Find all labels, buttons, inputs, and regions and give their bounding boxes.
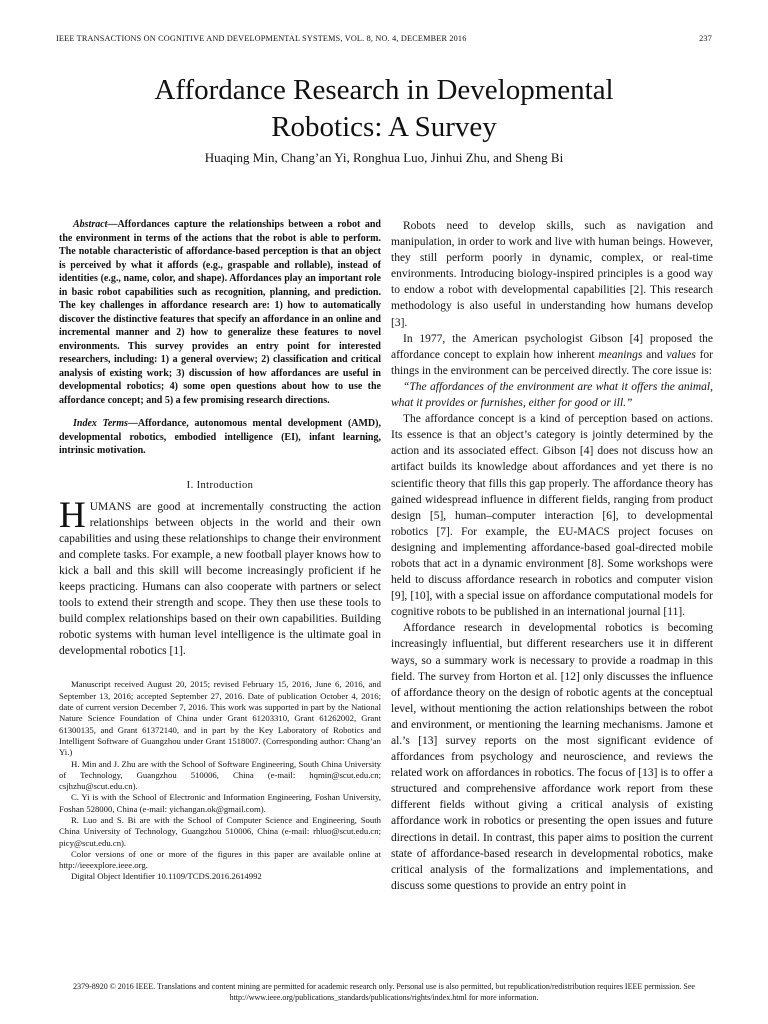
footnote-affiliation-luo-bi: R. Luo and S. Bi are with the School of Computer Science and Engineering, South China University of Technology, Guangzhou 510006, China (e-mail: rhluo@scut.edu.cn; picy@scut.edu.cn).	[59, 815, 381, 848]
emphasis-meanings: meanings	[598, 348, 643, 361]
body-paragraph-2-part-a: In 1977, the American psychologist Gibson [4] proposed the affordance concept to explain how inherent	[391, 332, 713, 361]
page-number: 237	[699, 34, 712, 43]
index-terms	[59, 417, 381, 458]
introduction-paragraph	[59, 494, 381, 660]
index-terms-label: Index Terms	[73, 418, 128, 429]
running-head-text: IEEE TRANSACTIONS ON COGNITIVE AND DEVELOPMENTAL SYSTEMS, VOL. 8, NO. 4, DECEMBER 2016	[56, 34, 467, 43]
footnote-manuscript: Manuscript received August 20, 2015; revised February 15, 2016, June 6, 2016, and September 13, 2016; accepted September 27, 2016. Date of publication October 4, 2016; date of current version December 7, 2016. This work was supported in part by the National Nature Science Foundation of China under Grant 61203310, Grant 61262002, Grant 61300135, and Grant 61372140, and in part by the Key Laboratory of Robotics and Intelligent Software of Guangzhou under Grant 1518007. (Corresponding author: Chang’an Yi.)	[59, 679, 381, 758]
gibson-quote: “The affordances of the environment are what it offers the animal, what it provides or furnishes, either for good or ill.”	[391, 380, 713, 410]
section-heading: I. Introduction	[186, 479, 254, 491]
body-paragraph-3: The affordance concept is a kind of perception based on actions. Its essence is that an object’s category is jointly determined by the action and its associated effect. Gibson [4] does not discuss how an artifact builds its knowledge about affordances and yet there is no scientific theory that fills this gap properly. The affordance theory has gained widespread influence in different fields, ranging from product design [5], human–computer interaction [6], to developmental robotics [7]. For example, the EU-MACS project focuses on designing and implementing affordance-based goal-directed mobile robots that act in a dynamic environment [8]. Some workshops were held to discuss affordance research in robotics and computer vision [9], [10], with a special issue on affordance computational models for cognitive robots to be published in an international journal [11].	[391, 413, 713, 619]
paper-title-line-1: Affordance Research in Developmental	[154, 74, 614, 106]
footnote-affiliation-yi: C. Yi is with the School of Electronic and Information Engineering, Foshan University, Foshan 528000, China (e-mail: yichangan.ok@gmail.com).	[59, 792, 381, 814]
running-header	[56, 34, 712, 43]
body-paragraph-2-part-c: for things in the environment can be perceived directly. The core issue is:	[391, 348, 714, 377]
author-list: Huaqing Min, Chang’an Yi, Ronghua Luo, Jinhui Zhu, and Sheng Bi	[204, 150, 564, 165]
footnote-color-versions: Color versions of one or more of the figures in this paper are available online at http://ieeexplore.ieee.org.	[59, 848, 381, 871]
footnote-affiliation-min-zhu: H. Min and J. Zhu are with the School of Software Engineering, South China University of Technology, Guangzhou 510006, China (e-mail: hqmin@scut.edu.cn; csjhzhu@scut.edu.cn).	[59, 758, 381, 792]
paper-title	[0, 72, 768, 146]
body-paragraph-4: Affordance research in developmental robotics is becoming increasingly influential, but different researchers use it in different ways, so a summary work is necessary to provide a roadmap in this field. The survey from Horton et al. [12] only discusses the influence of affordance theory on the design of robotic agents at the conceptual level, without mentioning the action relationships between the robot and environment, or mentioning the learning mechanisms. Jamone et al.’s [13] survey reports on the most significant evidence of affordances from psychology and neuroscience, and reviews the related work on affordances in robotics. The focus of [13] is to offer a structured and comprehensive affordance work report from these different fields without giving a critical analysis of existing affordance work in robotics or presenting the open issues and future directions in detail. In contrast, this paper aims to position the current state of affordance-based research in developmental robotics, make critical analysis of the formalizations and implementations, and discuss some questions to provide an entry point in	[391, 622, 713, 892]
body-paragraph-1: Robots need to develop skills, such as navigation and manipulation, in order to work and live with human beings. However, they still perform poorly in dynamic, complex, or real-time environments. Introducing biology-inspired principles is a good way to endow a robot with developmental capabilities [2]. This research methodology is also useful in understanding how humans develop [3].	[391, 220, 713, 329]
body-paragraph-2	[391, 331, 713, 379]
copyright-notice: 2379-8920 © 2016 IEEE. Translations and content mining are permitted for academic research only. Personal use is also permitted, but republication/redistribution requires IEEE permission. See http://www.ieee.org/publications_standards/publications/rights/index.html for more information.	[73, 982, 695, 1002]
body-paragraph-2-part-b: and	[642, 348, 667, 361]
footnotes	[59, 679, 381, 882]
left-column	[59, 218, 381, 883]
dropcap-letter: H	[59, 494, 86, 536]
index-terms-text: —Affordance, autonomous mental development (AMD), developmental robotics, embodied intelligence (EI), infant learning, intrinsic motivation.	[59, 418, 381, 456]
introduction-text: UMANS are good at incrementally constructing the action relationships between objects in the world and their own capabilities and using these relationships to change their environment and complete tasks. For example, a new football player knows how to kick a ball and this skill will become increasingly proficient if he keeps practicing. Humans can also cooperate with partners or select tools to extend their strength and scope. They then use these tools to build complex relationships based on their own capabilities. Building robotic systems with human level intelligence is the ultimate goal in developmental robotics [1].	[59, 500, 381, 658]
abstract-text: —Affordances capture the relationships between a robot and the environment in terms of the actions that the robot is able to perform. The notable characteristic of affordance-based perception is that an object is perceived by what it affords (e.g., graspable and rollable), instead of identities (e.g., name, color, and shape). Affordances play an important role in basic robot capabilities such as recognition, planning, and prediction. The key challenges in affordance research are: 1) how to automatically discover the distinctive features that specify an affordance in an online and incremental manner and 2) how to generalize these features to novel environments. This survey provides an entry point for interested researchers, including: 1) a general overview; 2) classification and critical analysis of existing work; 3) discussion of how affordances are useful in developmental robotics; 4) some open questions about how to use the affordance concept; and 5) a few promising research directions.	[59, 219, 381, 406]
footnote-doi: Digital Object Identifier 10.1109/TCDS.2016.2614992	[71, 871, 262, 882]
abstract-label: Abstract	[73, 219, 108, 230]
paper-title-line-2: Robotics: A Survey	[271, 111, 497, 143]
emphasis-values: values	[666, 348, 696, 361]
abstract	[59, 218, 381, 407]
right-column	[391, 218, 713, 894]
